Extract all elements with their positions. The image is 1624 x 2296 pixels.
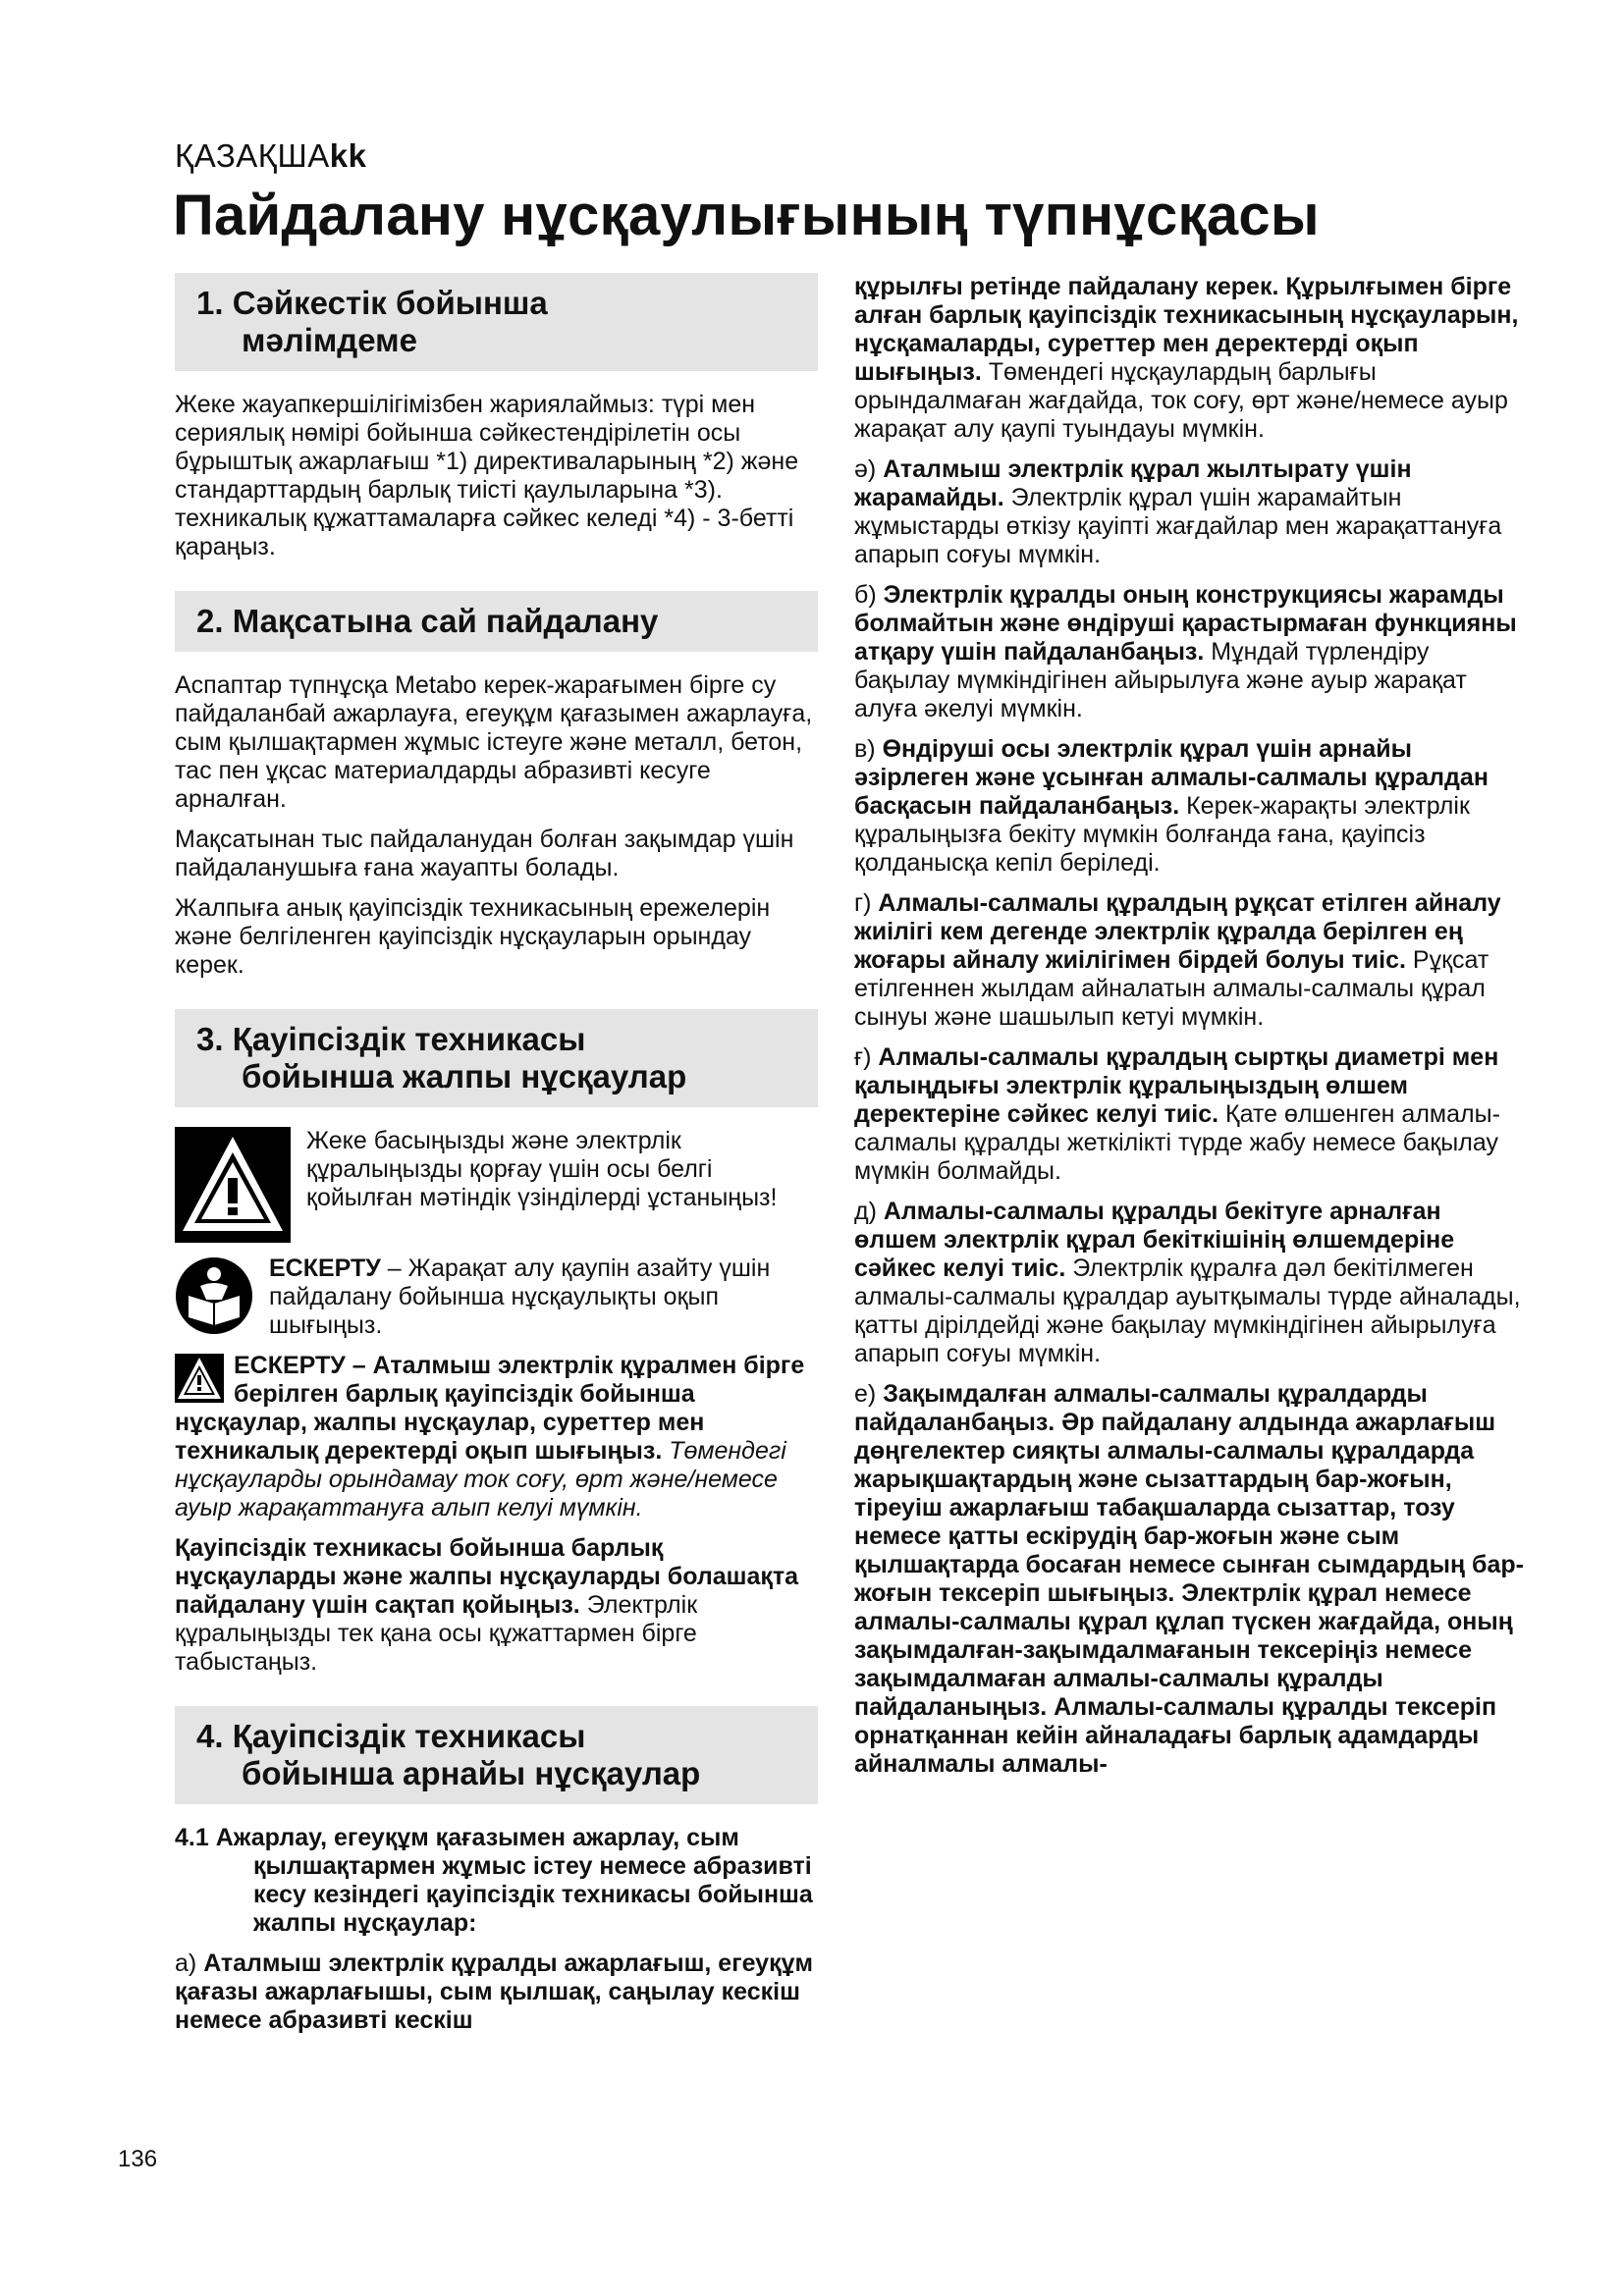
list-item: е) Зақымдалған алмалы-салмалы құралдарды пайдаланбаңыз. Әр пайдалану алдында ажарлағыш дөңгелектер сияқты алмалы-салмалы құралдарда жарықшақтардың және сызаттардың бар-жоғын, тіреуіш ажарлағыш табақшаларда сызаттар, тозу немесе қатты ескірудің бар-жоғын және сым қылшақтарда босаған немесе сынған сымдардың бар-жоғын тексеріп шығыңыз. Электрлік құрал немесе алмалы-салмалы құрал құлап түскен жағдайда, оның зақымдалған-зақымдалмағанын тексеріңіз немесе зақымдалмаған алмалы-салмалы құралды пайдаланыңыз. Алмалы-салмалы құралды тексеріп орнатқаннан кейін айналадағы барлық адамдарды айналмалы алмалы- <box>854 1380 1524 1778</box>
keep-instructions-text: Қауіпсіздік техникасы бойынша барлық нұсқауларды және жалпы нұсқауларды болашақта пайдалану үшін сақтап қойыңыз. Электрлік құралыңызды тек қана осы құжаттармен бірге табыстаңыз. <box>175 1534 799 1676</box>
list-item: г) Алмалы-салмалы құралдың рұқсат етілген айналу жиілігі кем дегенде электрлік құралда берілген ең жоғары айналу жиілігімен бірдей болуы тиіс. Рұқсат етілгеннен жылдам айналатын алмалы-салмалы құрал сынуы және шашылып кетуі мүмкін. <box>854 889 1501 1031</box>
language-label: ҚАЗАҚШАkk <box>175 137 367 174</box>
left-column <box>175 273 818 2047</box>
section-2-heading: 2. Мақсатына сай пайдалану <box>175 591 818 652</box>
list-item: б) Электрлік құралды оның конструкциясы жарамды болмайтын және өндіруші қарастырмаған функцияны атқару үшін пайдаланбаңыз. Мұндай түрлендіру бақылау мүмкіндігінен айырылуға және ауыр жарақат алуға әкелуі мүмкін. <box>854 581 1517 722</box>
section-3-heading: 3. Қауіпсіздік техникасы бойынша жалпы нұсқаулар <box>175 1009 818 1107</box>
page-title: Пайдалану нұсқаулығының түпнұсқасы <box>173 184 1320 247</box>
warning-text: Жеке басыңызды және электрлік құралыңызды қорғау үшін осы белгі қойылған мәтіндік үзінділерді ұстаныңыз! <box>306 1127 778 1211</box>
warning-block <box>175 1127 818 1243</box>
list-item: ә) Аталмыш электрлік құрал жылтырату үшін жарамайды. Электрлік құрал үшін жарамайтын жұмыстарды өткізу қауіпті жағдайлар мен жарақаттануға апарып соғуы мүмкін. <box>854 455 1502 568</box>
intended-use-text: Аспаптар түпнұсқа Metabo керек-жарағымен бірге су пайдаланбай ажарлауға, егеуқұм қағазымен ажарлауға, сым қылшақтармен жұмыс істеуге және металл, бетон, тас пен ұқсас материалдарды абразивті кесуге арналған. <box>175 671 813 813</box>
read-manual-icon <box>175 1256 253 1335</box>
right-column <box>854 273 1530 1790</box>
page-number: 136 <box>118 2146 158 2172</box>
section-4-heading: 4. Қауіпсіздік техникасы бойынша арнайы нұсқаулар <box>175 1706 818 1804</box>
declaration-text: Жеке жауапкершілігімізбен жариялаймыз: түрі мен сериялық нөмірі бойынша сәйкестендірілетін осы бұрыштық ажарлағыш *1) директиваларының *2) және стандарттардың барлық тиісті қаулыларына *3). техникалық құжаттамаларға сәйкес келеді *4) - 3-бетті қараңыз. <box>175 391 799 561</box>
read-manual-text: ЕСКЕРТУ – Жарақат алу қаупін азайту үшін пайдалану бойынша нұсқаулықты оқып шығыңыз. <box>269 1255 771 1339</box>
list-item: д) Алмалы-салмалы құралды бекітуге арналған өлшем электрлік құрал бекіткішінің өлшемдеріне сәйкес келуі тиіс. Электрлік құралға дәл бекітілмеген алмалы-салмалы құралдар ауытқымалы түрде айналады, қатты дірілдейді және бақылау мүмкіндігінен айырылуға апарып соғуы мүмкін. <box>854 1198 1521 1367</box>
read-manual-block <box>175 1255 818 1340</box>
general-warning-text: ЕСКЕРТУ – Аталмыш электрлік құралмен бірге берілген барлық қауіпсіздік бойынша нұсқаулар, жалпы нұсқаулар, суреттер мен техникалық деректерді оқып шығыңыз. Төмендегі нұсқауларды орындамау ток соғу, өрт және/немесе ауыр жарақаттануға алып келуі мүмкін. <box>175 1352 805 1522</box>
liability-text: Мақсатынан тыс пайдаланудан болған зақымдар үшін пайдаланушыға ғана жауапты болады. <box>175 826 794 881</box>
list-item: в) Өндіруші осы электрлік құрал үшін арнайы әзірлеген және ұсынған алмалы-салмалы құралдан басқасын пайдаланбаңыз. Керек-жарақты электрлік құралыңызға бекіту мүмкін болғанда ғана, қауіпсіз қолданысқа кепіл беріледі. <box>854 735 1489 877</box>
rules-text: Жалпыға анық қауіпсіздік техникасының ережелерін және белгіленген қауіпсіздік нұсқауларын орындау керек. <box>175 894 771 979</box>
section-1-heading: 1. Сәйкестік бойынша мәлімдеме <box>175 273 818 371</box>
item-a-continued: құрылғы ретінде пайдалану керек. Құрылғымен бірге алған барлық қауіпсіздік техникасының нұсқауларын, нұсқамаларды, суреттер мен деректерді оқып шығыңыз. Төмендегі нұсқаулардың барлығы орындалмаған жағдайда, ток соғу, өрт және/немесе ауыр жарақат алу қаупі туындауы мүмкін. <box>854 273 1519 443</box>
warning-triangle-icon <box>175 1127 291 1243</box>
list-item: ғ) Алмалы-салмалы құралдың сыртқы диаметрі мен қалыңдығы электрлік құралыңыздың өлшем деректеріне сәйкес келуі тиіс. Қате өлшенген алмалы-салмалы құралды жеткілікті түрде жабу немесе бақылау мүмкін болмайды. <box>854 1043 1500 1185</box>
subsection-4-1-heading: 4.1 Ажарлау, егеуқұм қағазымен ажарлау, сым қылшақтармен жұмыс істеу немесе абразивті кесу кезіндегі қауіпсіздік техникасы бойынша жалпы нұсқаулар: <box>175 1824 813 1937</box>
warning-triangle-small-icon <box>175 1354 224 1403</box>
item-a-start: а) Аталмыш электрлік құралды ажарлағыш, егеуқұм қағазы ажарлағышы, сым қылшақ, саңылау кескіш немесе абразивті кескіш <box>175 1949 814 2034</box>
